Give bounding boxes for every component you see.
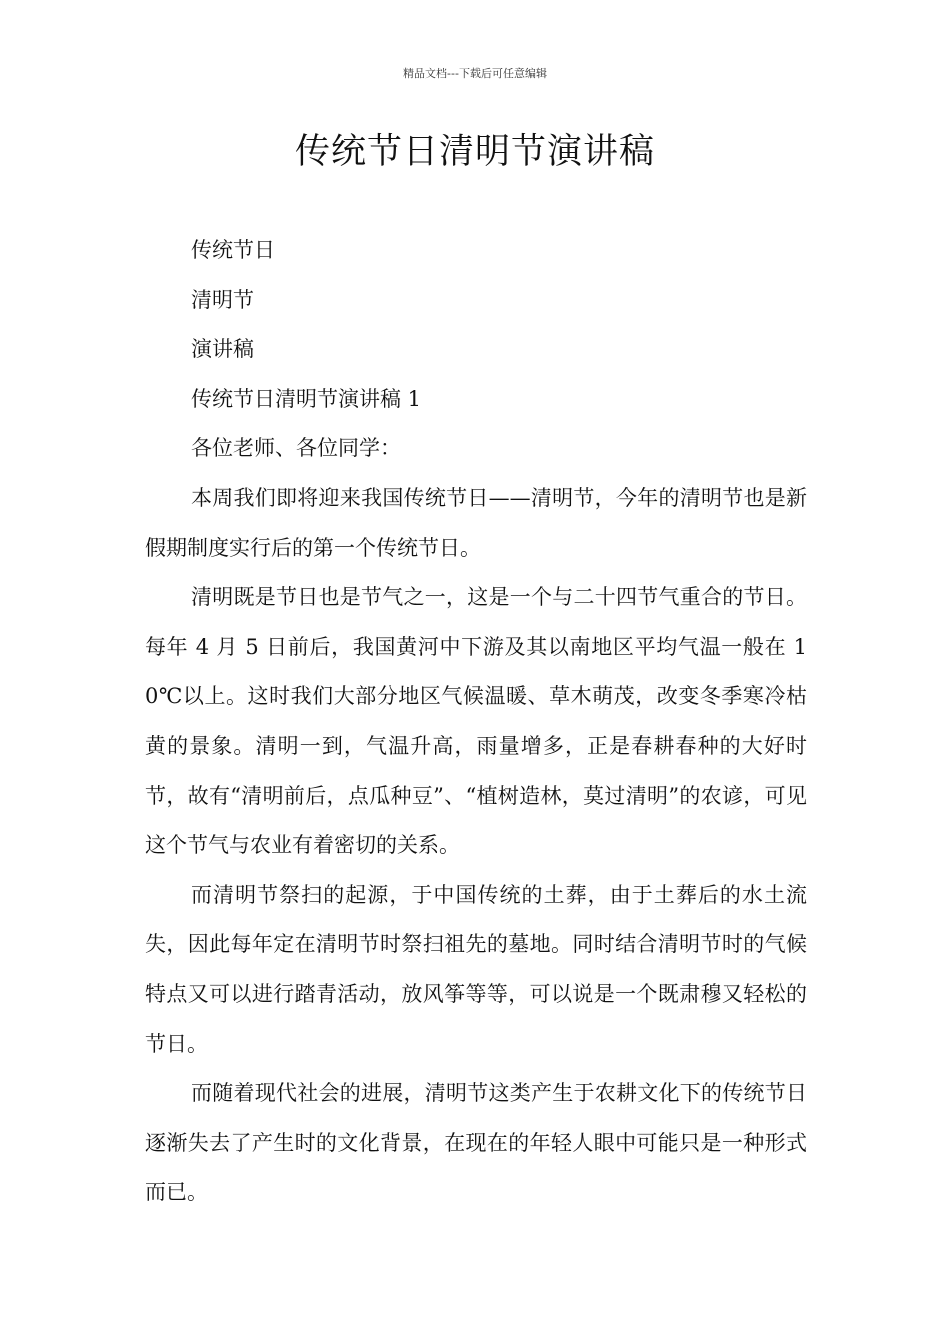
keyword-line: 演讲稿 bbox=[191, 337, 254, 362]
body-paragraph: 本周我们即将迎来我国传统节日——清明节，今年的清明节也是新假期制度实行后的第一个传统节日。 bbox=[145, 485, 807, 560]
header-note: 精品文档---下载后可任意编辑 bbox=[403, 67, 547, 80]
greeting: 各位老师、各位同学： bbox=[191, 436, 401, 461]
body-paragraph: 而随着现代社会的进展，清明节这类产生于农耕文化下的传统节日逐渐失去了产生时的文化背景，在现在的年轻人眼中可能只是一种形式而已。 bbox=[145, 1081, 807, 1205]
keyword-line: 清明节 bbox=[191, 287, 254, 312]
document-title: 传统节日清明节演讲稿 bbox=[294, 132, 655, 172]
body-paragraph: 清明既是节日也是节气之一，这是一个与二十四节气重合的节日。每年 4 月 5 日前后，我国黄河中下游及其以南地区平均气温一般在 10℃以上。这时我们大部分地区气候温暖、草木萌茂，改变冬季寒冷枯黄的景象。清明一到，气温升高，雨量增多，正是春耕春种的大好时节，故有“清明前后，点瓜种豆”、“植树造林，莫过清明”的农谚，可见这个节气与农业有着密切的关系。 bbox=[145, 585, 807, 858]
keyword-line: 传统节日 bbox=[191, 238, 275, 262]
body-paragraph: 而清明节祭扫的起源，于中国传统的土葬，由于土葬后的水土流失，因此每年定在清明节时祭扫祖先的墓地。同时结合清明节时的气候特点又可以进行踏青活动，放风筝等等，可以说是一个既肃穆又轻松的节日。 bbox=[145, 882, 807, 1056]
document-body bbox=[145, 226, 807, 1218]
section-subtitle: 传统节日清明节演讲稿 1 bbox=[191, 386, 422, 411]
